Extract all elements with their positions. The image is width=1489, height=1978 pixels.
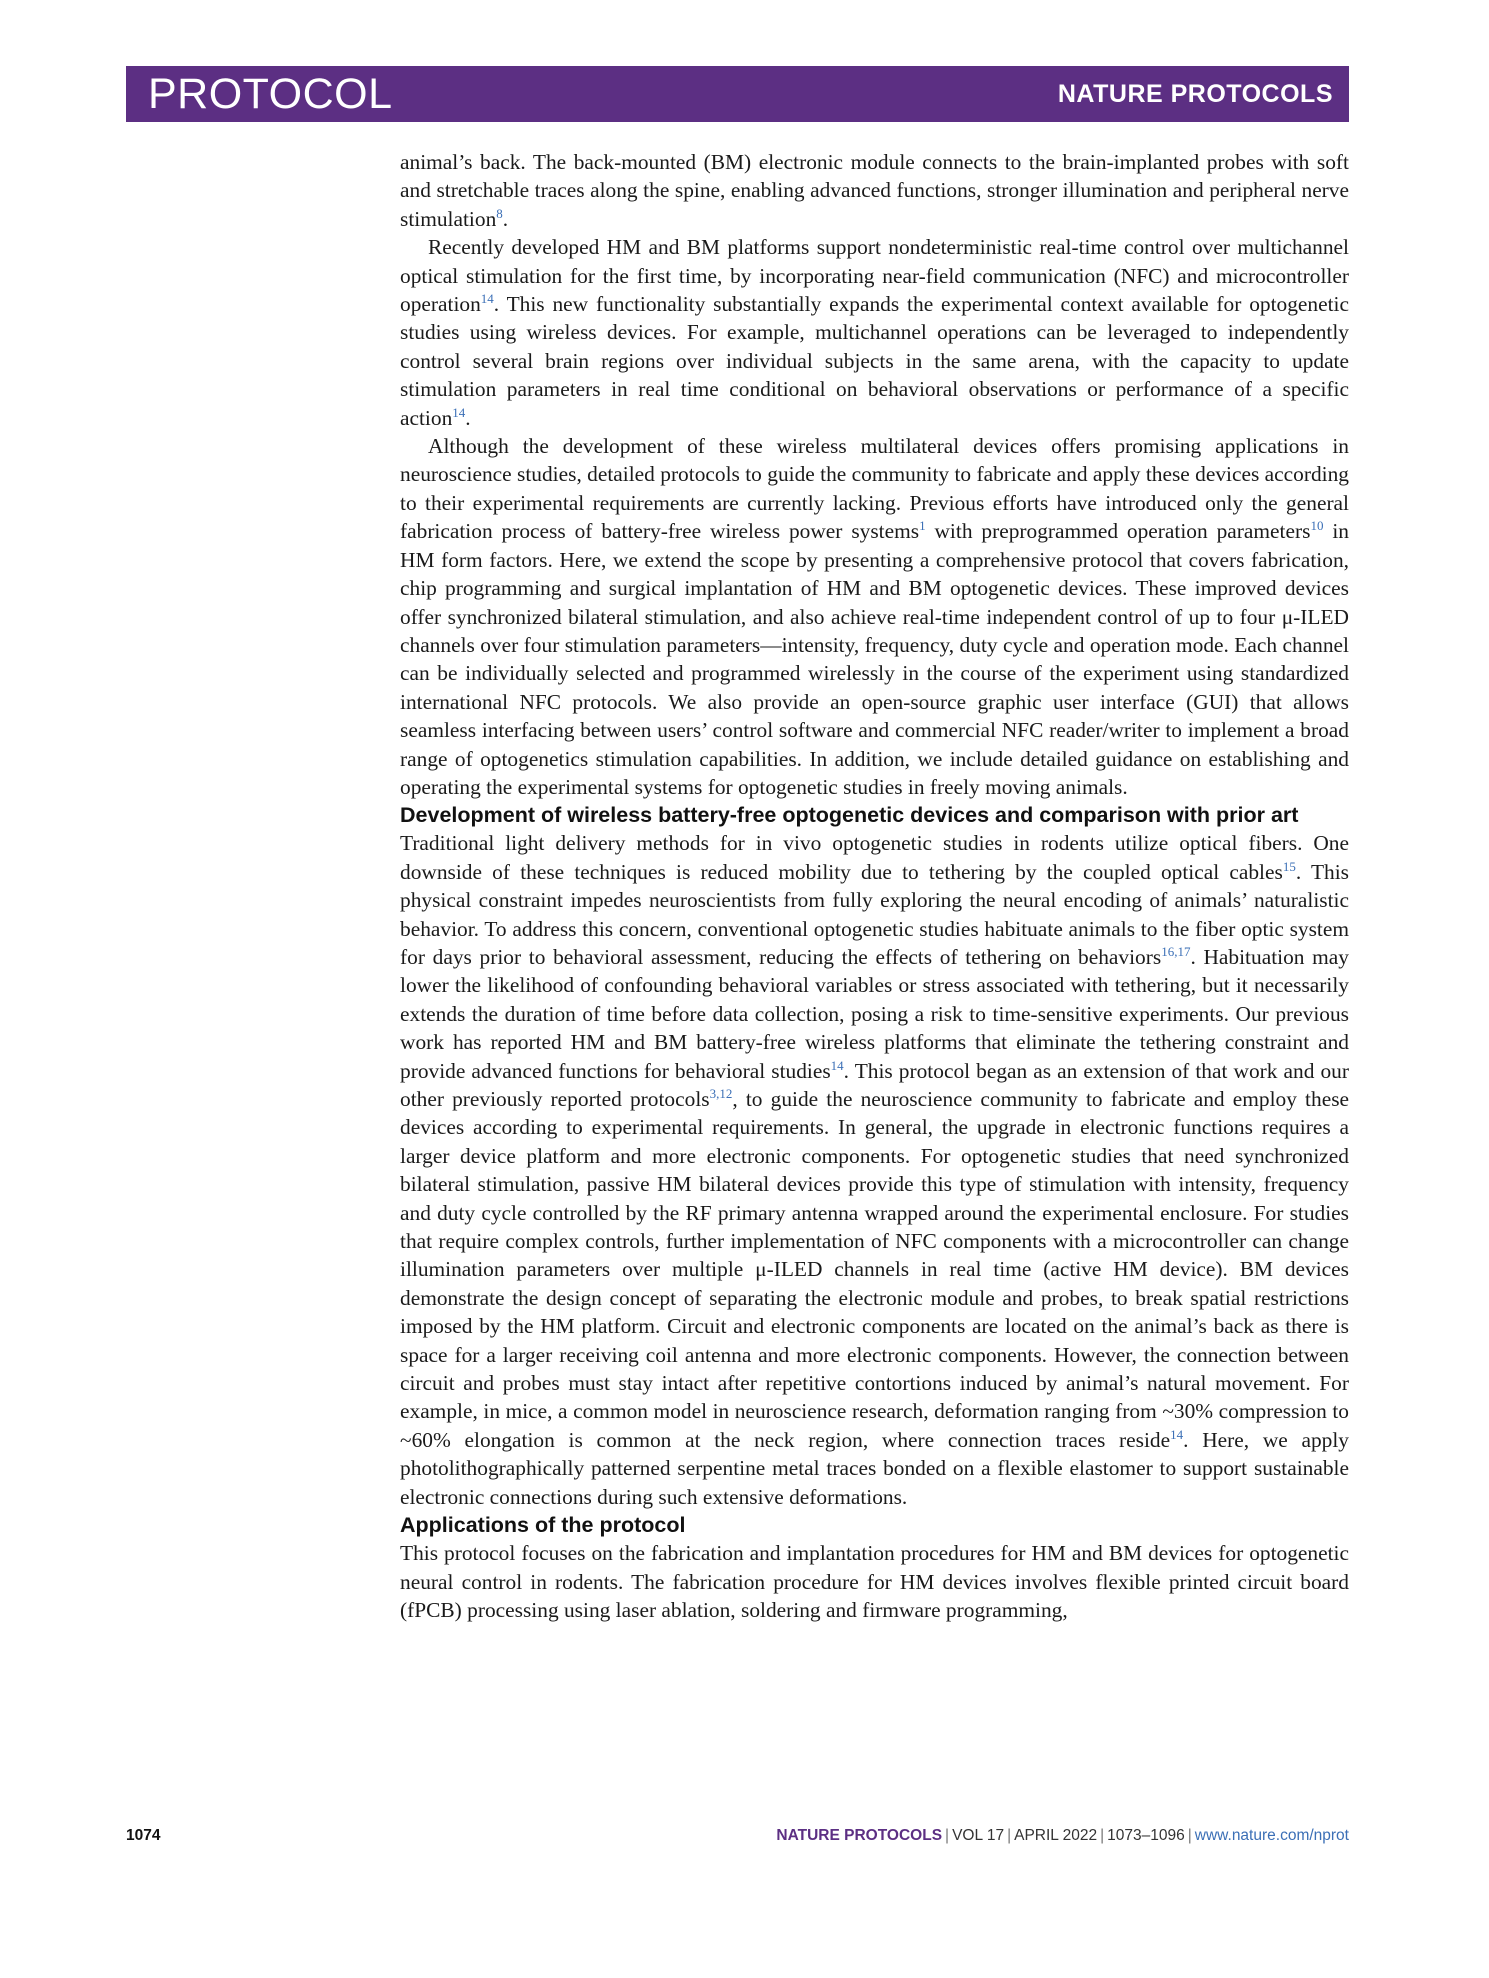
journal-name-header: NATURE PROTOCOLS [1057,79,1333,108]
body-paragraph: Although the development of these wireless multilateral devices offers promising applications in neuroscience studies, detailed protocols to guide the community to fabricate and apply these devices according to their experimental requirements are currently lacking. Previous efforts have introduced only the general fabrication process of battery-free wireless power systems$^1$ with preprogrammed operation parameters$^{10}$ in HM form factors. Here, we extend the scope by presenting a comprehensive protocol that covers fabrication, chip programming and surgical implantation of HM and BM optogenetic devices. These improved devices offer synchronized bilateral stimulation, and also achieve real-time independent control of up to four μ-ILED channels over four stimulation parameters—intensity, frequency, duty cycle and operation mode. Each channel can be individually selected and programmed wirelessly in the course of the experiment using standardized international NFC protocols. We also provide an open-source graphic user interface (GUI) that allows seamless interfacing between users’ control software and commercial NFC reader/writer to implement a broad range of optogenetics stimulation capabilities. In addition, we include detailed guidance on establishing and operating the experimental systems for optogenetic studies in freely moving animals. [400,434,1349,799]
page-number: 1074 [126,1827,161,1844]
footer-date: APRIL 2022 [1014,1827,1098,1844]
citation-line: NATURE PROTOCOLS | VOL 17 | APRIL 2022 | 1073–1096 | www.nature.com/nprot [776,1827,1349,1844]
body-paragraph: Recently developed HM and BM platforms support nondeterministic real-time control over multichannel optical stimulation for the first time, by incorporating near-field communication (NFC) and microcontroller operation$^{14}$. This new functionality substantially expands the experimental context available for optogenetic studies using wireless devices. For example, multichannel operations can be leveraged to independently control several brain regions over individual subjects in the same arena, with the capacity to update stimulation parameters in real time conditional on behavioral observations or performance of a specific action$^{14}$. [400,235,1349,430]
body-paragraph: Traditional light delivery methods for in vivo optogenetic studies in rodents utilize optical fibers. One downside of these techniques is reduced mobility due to tethering by the coupled optical cables$^{15}$. This physical constraint impedes neuroscientists from fully exploring the neural encoding of animals’ naturalistic behavior. To address this concern, conventional optogenetic studies habituate animals to the fiber optic system for days prior to behavioral assessment, reducing the effects of tethering on behaviors$^{16,17}$. Habituation may lower the likelihood of confounding behavioral variables or stress associated with tethering, but it necessarily extends the duration of time before data collection, posing a risk to time-sensitive experiments. Our previous work has reported HM and BM battery-free wireless platforms that eliminate the tethering constraint and provide advanced functions for behavioral studies$^{14}$. This protocol began as an extension of that work and our other previously reported protocols$^{3,12}$, to guide the neuroscience community to fabricate and employ these devices according to experimental requirements. In general, the upgrade in electronic functions requires a larger device platform and more electronic components. For optogenetic studies that need synchronized bilateral stimulation, passive HM bilateral devices provide this type of stimulation with intensity, frequency and duty cycle controlled by the RF primary antenna wrapped around the experimental enclosure. For studies that require complex controls, further implementation of NFC components with a microcontroller can change illumination parameters over multiple μ-ILED channels in real time (active HM device). BM devices demonstrate the design concept of separating the electronic module and probes, to break spatial restrictions imposed by the HM platform. Circuit and electronic components are located on the animal’s back as there is space for a larger receiving coil antenna and more electronic components. However, the connection between circuit and probes must stay intact after repetitive contortions induced by animal’s natural movement. For example, in mice, a common model in neuroscience research, deformation ranging from ~30% compression to ~60% elongation is common at the neck region, where connection traces reside$^{14}$. Here, we apply photolithographically patterned serpentine metal traces bonded on a flexible elastomer to support sustainable electronic connections during such extensive deformations. [400,831,1350,1509]
body-paragraph: animal’s back. The back-mounted (BM) electronic module connects to the brain-implanted probes with soft and stretchable traces along the spine, enabling advanced functions, stronger illumination and peripheral nerve stimulation$^8$. [400,150,1349,231]
footer-volume: VOL 17 [952,1827,1005,1844]
footer-journal: NATURE PROTOCOLS [776,1827,943,1844]
body-paragraph: This protocol focuses on the fabrication and implantation procedures for HM and BM devices for optogenetic neural control in rodents. The fabrication procedure for HM devices involves flexible printed circuit board (fPCB) processing using laser ablation, soldering and firmware programming, [400,1541,1349,1622]
reference-link[interactable]: 15 [1282,858,1296,874]
section-heading: Development of wireless battery-free optogenetic devices and comparison with prior art [400,803,1299,828]
reference-link[interactable]: 14 [830,1057,844,1073]
article-type-label: PROTOCOL [148,69,393,118]
section-heading: Applications of the protocol [400,1513,686,1538]
reference-link[interactable]: 10 [1310,518,1324,534]
reference-link[interactable]: 1 [919,518,926,534]
running-header [126,66,1349,122]
article-body [400,148,1349,1624]
reference-link[interactable]: 14 [480,290,494,306]
reference-link[interactable]: 14 [1170,1426,1184,1442]
reference-link[interactable]: 16,17 [1161,943,1191,959]
footer-pages: 1073–1096 [1107,1827,1185,1844]
reference-link[interactable]: 3,12 [709,1085,733,1101]
reference-link[interactable]: 14 [452,404,466,420]
journal-url-link[interactable]: www.nature.com/nprot [1194,1827,1349,1844]
page-footer [126,1824,1349,1848]
reference-link[interactable]: 8 [496,205,503,221]
